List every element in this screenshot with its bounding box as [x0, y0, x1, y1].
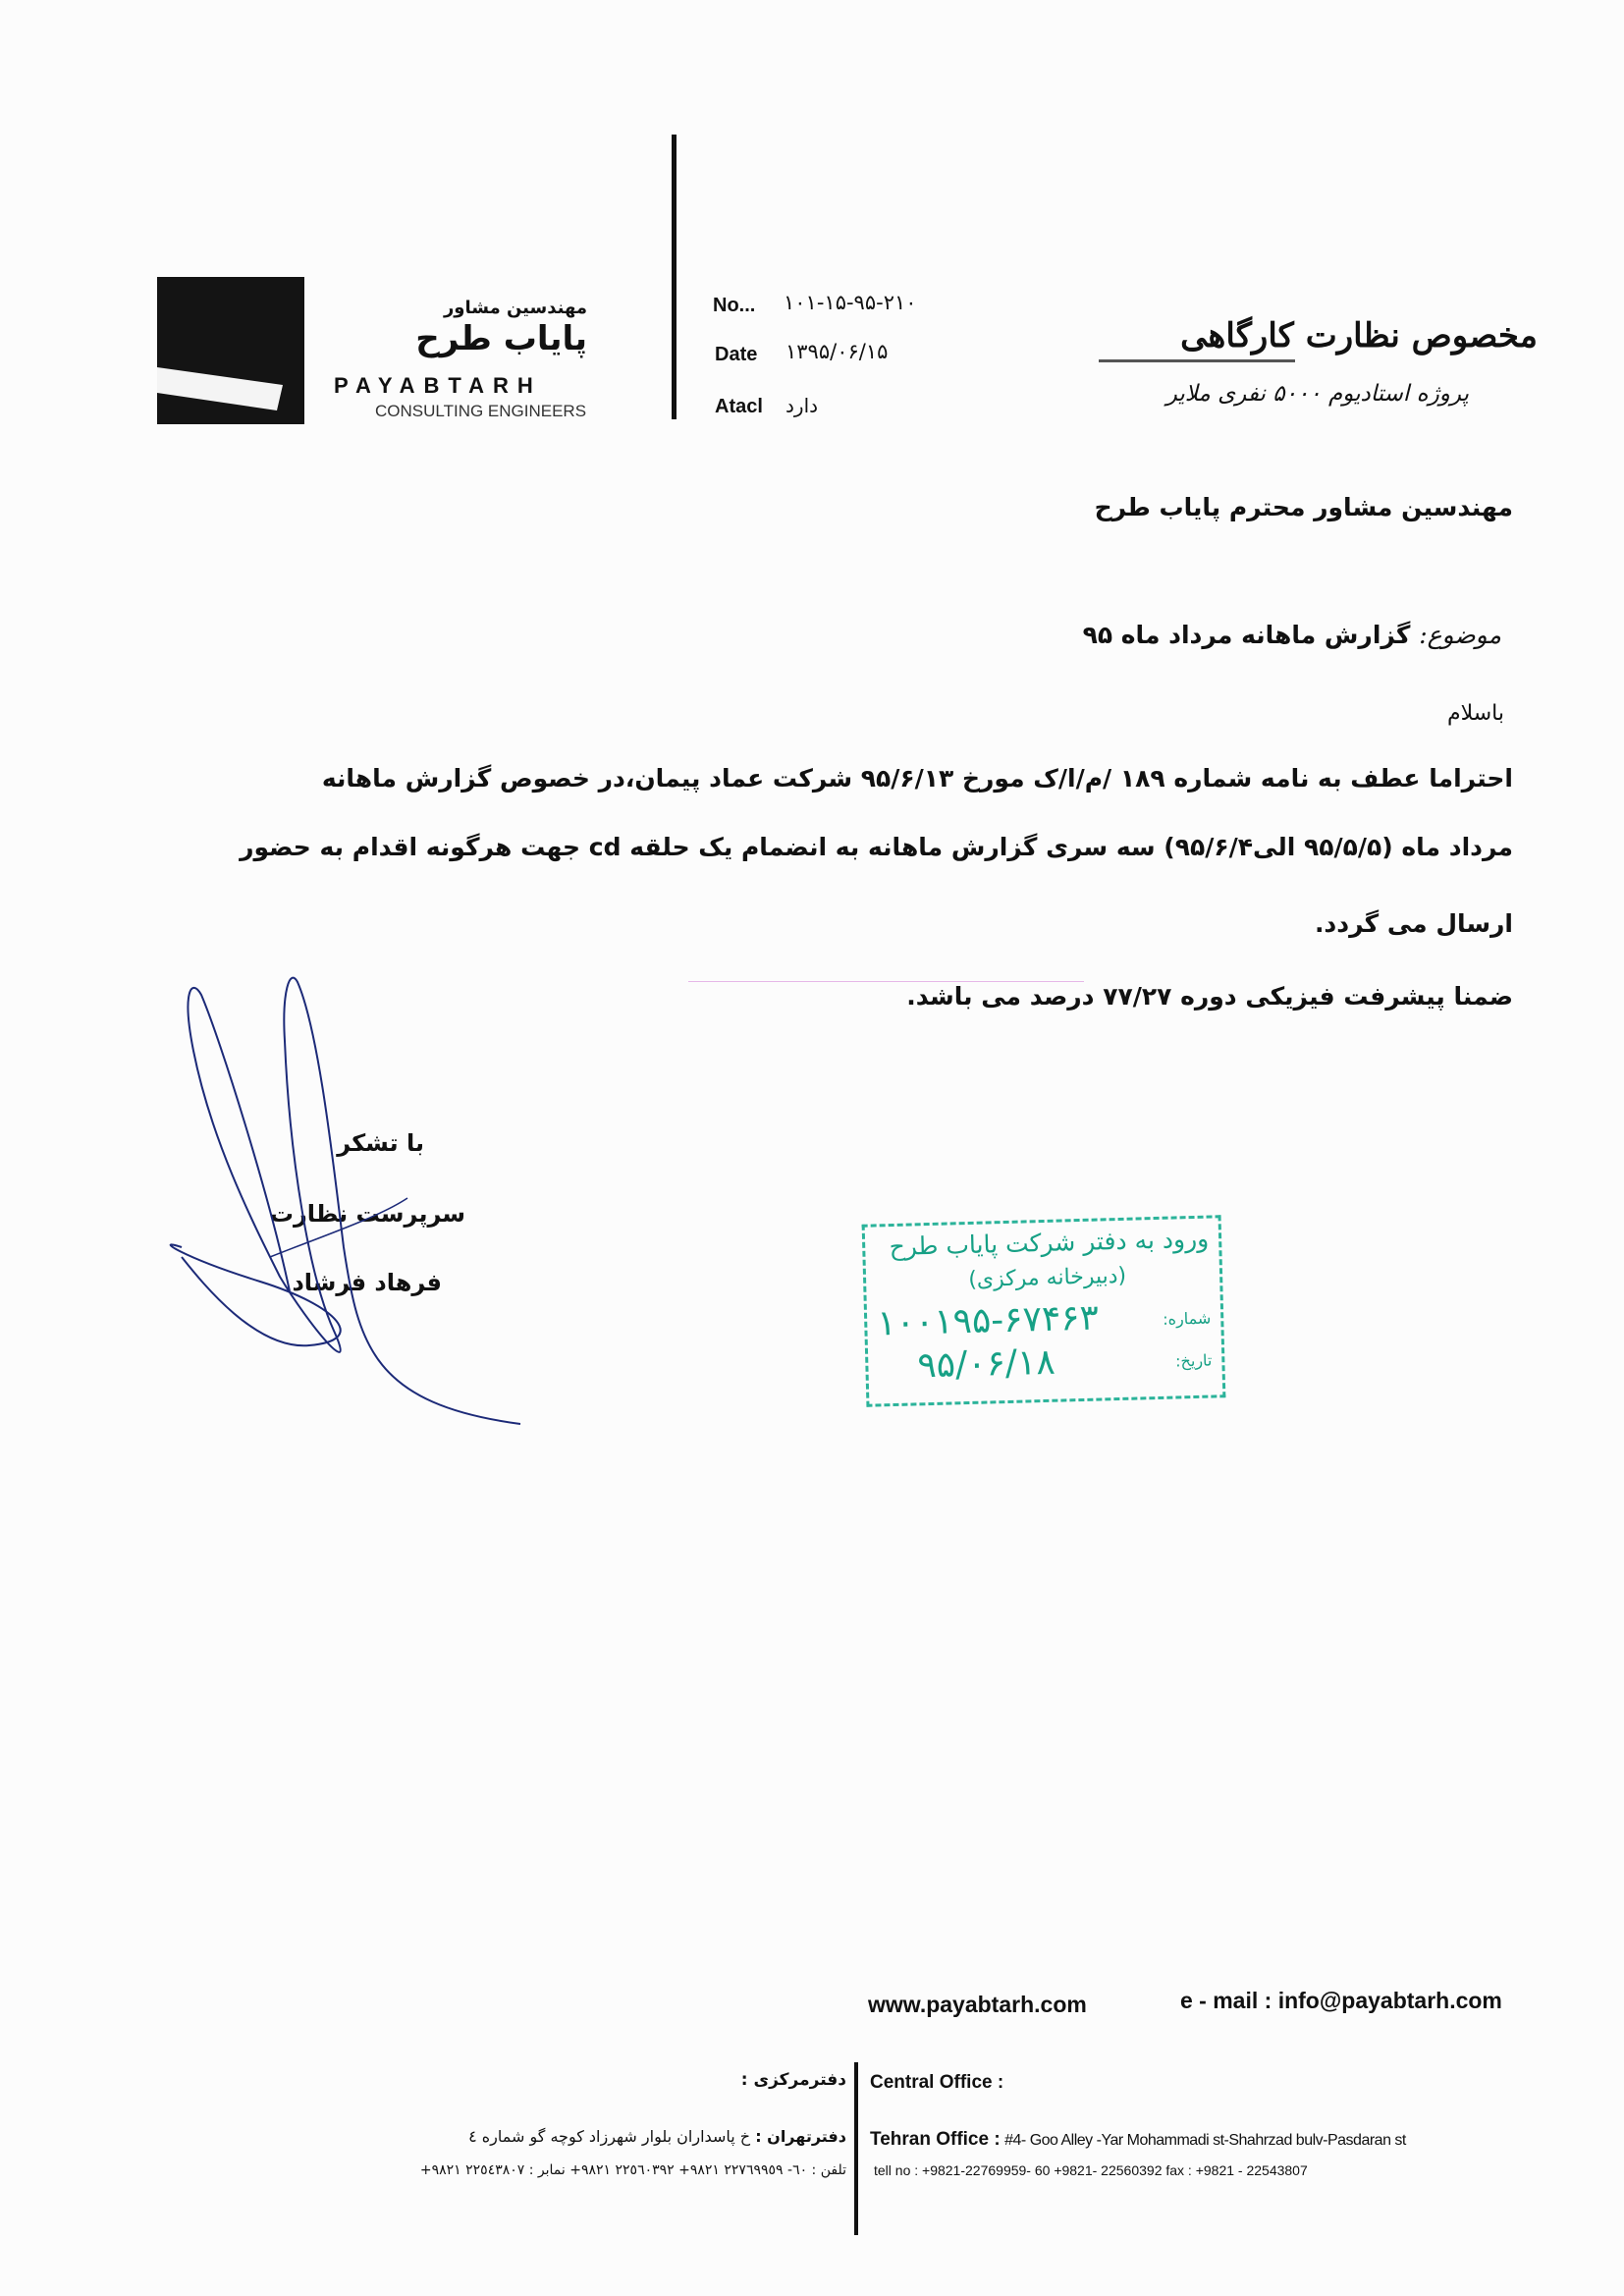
handwritten-signature	[162, 953, 535, 1434]
header-divider	[672, 135, 677, 419]
signature-role: سرپرست نظارت	[269, 1200, 465, 1228]
stamp-date-value: ۹۵/۰۶/۱۸	[916, 1341, 1056, 1387]
subject	[1083, 621, 1501, 649]
stamp-number-label: شماره:	[1162, 1308, 1212, 1329]
progress-line: ضمنا پیشرفت فیزیکی دوره ۷۷/۲۷ درصد می باشد.	[906, 982, 1513, 1011]
tehran-office-en	[870, 2129, 1406, 2151]
signature-thanks: با تشکر	[337, 1129, 424, 1157]
email-link[interactable]: e - mail : info@payabtarh.com	[1180, 1988, 1502, 2013]
subject-label: موضوع:	[1419, 621, 1501, 649]
footer-divider	[854, 2062, 858, 2235]
tel-en: tell no : +9821-22769959- 60 +9821- 22560392 fax : +9821 - 22543807	[874, 2162, 1308, 2178]
date-label: Date	[715, 344, 758, 365]
stamp-number-value: ۱۰۰۱۹۵-۶۷۴۶۳	[876, 1297, 1100, 1344]
website-link[interactable]: www.payabtarh.com	[868, 1992, 1087, 2017]
company-fa-name: پایاب طرح	[415, 319, 587, 358]
project-name: پروژه استادیوم ۵۰۰۰ نفری ملایر	[1165, 381, 1469, 407]
central-office-fa: دفترمرکزی :	[740, 2070, 846, 2090]
tel-fa: تلفن : ٦٠- ٢٢٧٦٩٩٥٩ ٩٨٢١+ ٢٢٥٦٠٣٩٢ ٩٨٢١+ نمابر : ٢٢٥٤٣٨٠٧ ٩٨٢١+	[419, 2162, 846, 2178]
tehran-office-fa-label: دفترتهران :	[755, 2127, 846, 2146]
header-underline	[1099, 359, 1295, 362]
central-office-en: Central Office :	[870, 2072, 1004, 2093]
stamp-line1: ورود به دفتر شرکت پایاب طرح	[889, 1224, 1210, 1262]
receipt-stamp	[862, 1215, 1226, 1407]
greeting: باسلام	[1446, 701, 1504, 726]
company-en-name: PAYABTARH	[334, 373, 542, 398]
subject-text: گزارش ماهانه مرداد ماه ۹۵	[1082, 621, 1411, 649]
tehran-office-en-label: Tehran Office :	[870, 2129, 1001, 2150]
signature-name: فرهاد فرشاد	[292, 1269, 442, 1296]
no-label: No...	[713, 295, 756, 316]
logo-mark-icon	[157, 277, 304, 424]
addressee: مهندسین مشاور محترم پایاب طرح	[1094, 493, 1513, 521]
tehran-office-fa-address: خ پاسداران بلوار شهرزاد کوچه گو شماره ٤	[468, 2127, 751, 2146]
company-fa-subtitle: مهندسین مشاور	[443, 298, 587, 318]
body-line-3: ارسال می گردد.	[1314, 909, 1513, 938]
header-title: مخصوص نظارت کارگاهی	[1180, 316, 1538, 355]
tehran-office-en-address: #4- Goo Alley -Yar Mohammadi st-Shahrzad bulv-Pasdaran st	[1004, 2132, 1406, 2149]
body-line-2: مرداد ماه (۹۵/۵/۵ الی۹۵/۶/۴) سه سری گزارش ماهانه به انضمام یک حلقه cd جهت هرگونه اقدام به حضور	[240, 833, 1513, 861]
body-line-1: احتراما عطف به نامه شماره ۱۸۹ /م/ا/ک مورخ ۹۵/۶/۱۳ شرکت عماد پیمان،در خصوص گزارش ماهانه	[321, 764, 1513, 793]
tehran-office-fa	[468, 2127, 846, 2146]
no-value: ۱۰۱-۱۵-۹۵-۲۱۰	[784, 291, 917, 314]
company-en-subtitle: CONSULTING ENGINEERS	[375, 402, 587, 420]
stamp-line2: (دبیرخانه مرکزی)	[967, 1263, 1127, 1292]
company-logo	[157, 277, 304, 424]
attachment-value: دارد	[785, 394, 819, 417]
date-value: ۱۳۹۵/۰۶/۱۵	[785, 340, 889, 363]
stamp-date-label: تاریخ:	[1174, 1350, 1213, 1371]
attachment-label: Atacl	[715, 396, 763, 417]
